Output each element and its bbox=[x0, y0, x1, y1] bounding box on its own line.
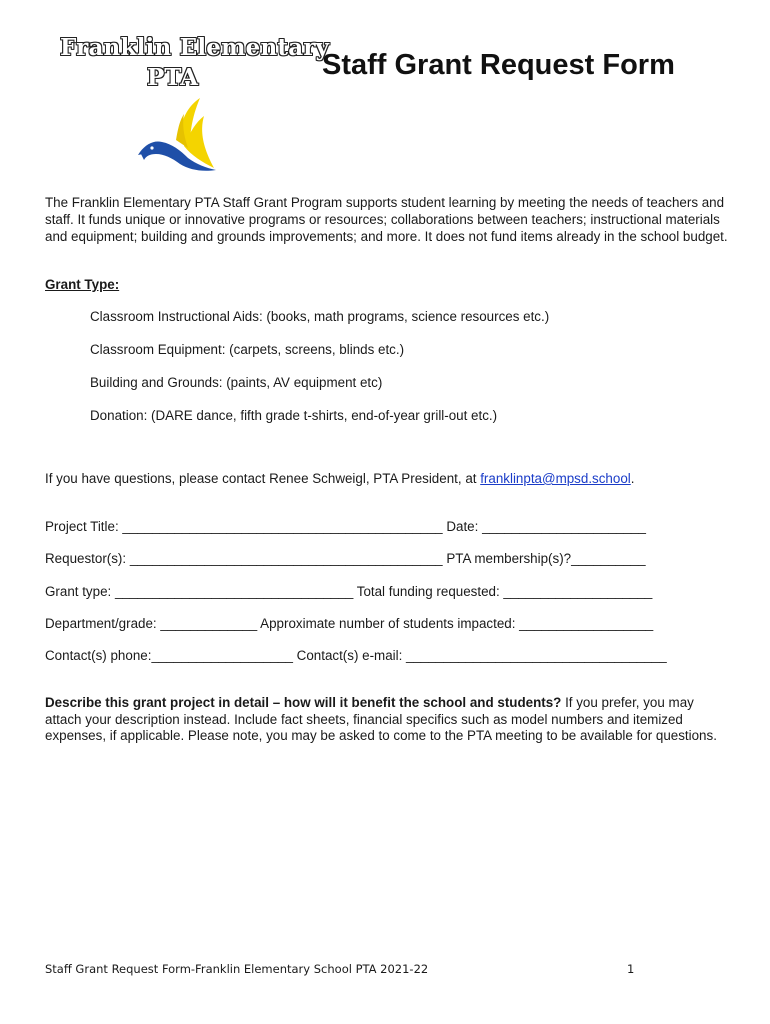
form-title: Staff Grant Request Form bbox=[322, 49, 675, 81]
intro-paragraph: The Franklin Elementary PTA Staff Grant Program supports student learning by meeting the needs of teachers and staff. It funds unique or innovative programs or resources; collaborations between teachers; instructional materials and equipment; building and grounds improvements; and more. It does not fund items already in the school budget. bbox=[45, 195, 728, 244]
grant-type-item: Classroom Equipment: (carpets, screens, blinds etc.) bbox=[90, 342, 405, 357]
project-title-date-fields[interactable]: Project Title: ___________________________________________ Date: ______________________ bbox=[45, 519, 646, 534]
grant-type-item: Donation: (DARE dance, fifth grade t-shirts, end-of-year grill-out etc.) bbox=[90, 408, 498, 423]
logo-title-line2: PTA bbox=[147, 64, 198, 91]
logo-title-line1: Franklin Elementary bbox=[60, 34, 330, 61]
department-students-fields[interactable]: Department/grade: _____________ Approximate number of students impacted: __________________ bbox=[45, 616, 654, 631]
describe-prompt: Describe this grant project in detail – how will it benefit the school and students? bbox=[45, 695, 562, 710]
grant-type-item: Building and Grounds: (paints, AV equipment etc) bbox=[90, 375, 383, 390]
describe-details: If you prefer, you may attach your description instead. Include fact sheets, financial specifics such as model numbers and itemized expenses, if applicable. Please note, you may be asked to come to the PTA meeting to be available for questions. bbox=[45, 695, 717, 743]
contact-suffix: . bbox=[630, 471, 635, 486]
pta-logo bbox=[52, 32, 330, 177]
contact-line bbox=[45, 471, 634, 486]
bird-icon bbox=[138, 98, 218, 174]
grant-type-item: Classroom Instructional Aids: (books, math programs, science resources etc.) bbox=[90, 309, 550, 324]
contact-email-link[interactable]: franklinpta@mpsd.school bbox=[480, 471, 631, 486]
describe-instructions bbox=[45, 695, 729, 745]
page-number: 1 bbox=[627, 962, 635, 976]
page-footer: Staff Grant Request Form-Franklin Elementary School PTA 2021-22 bbox=[45, 962, 429, 976]
requestor-membership-fields[interactable]: Requestor(s): __________________________________________ PTA membership(s)?__________ bbox=[45, 551, 646, 566]
grant-type-heading: Grant Type: bbox=[45, 277, 120, 292]
grant-type-funding-fields[interactable]: Grant type: ________________________________ Total funding requested: ____________________ bbox=[45, 584, 653, 599]
contact-phone-email-fields[interactable]: Contact(s) phone:___________________ Contact(s) e-mail: ___________________________________ bbox=[45, 648, 667, 663]
contact-text: If you have questions, please contact Renee Schweigl, PTA President, at bbox=[45, 471, 481, 486]
grant-type-list bbox=[90, 308, 549, 440]
